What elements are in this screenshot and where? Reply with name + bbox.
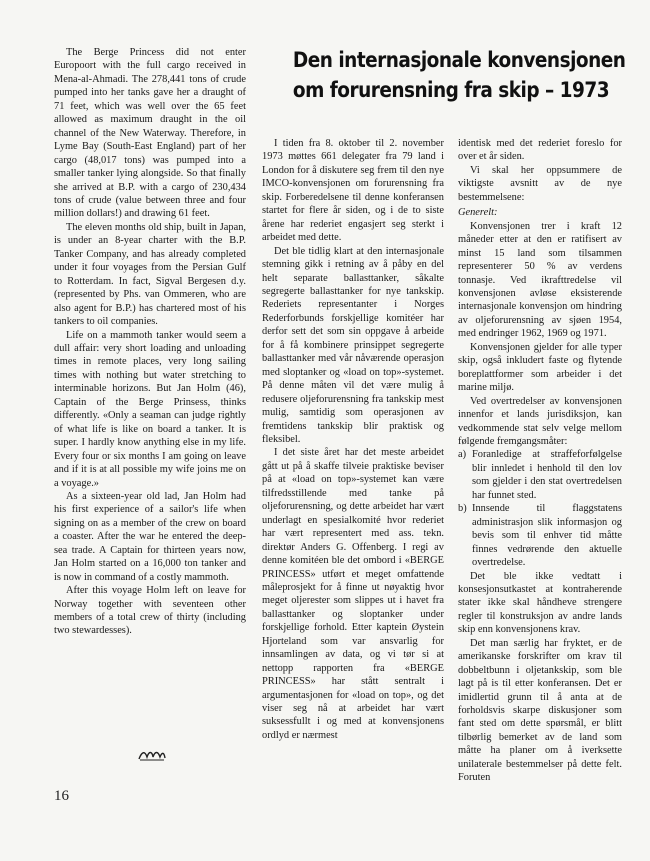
list-marker: a) xyxy=(458,449,467,461)
list-item-text: Innsende til flaggstatens administrasjon slik informasjon og bevis som til enhver tid måtte finnes vedrørende den aktuelle overtredelse. xyxy=(472,503,622,569)
section-heading: Generelt: xyxy=(458,207,498,219)
paragraph: Vi skal her oppsummere de viktigste avsnitt av de nye bestemmelsene: xyxy=(458,164,622,203)
paragraph: I tiden fra 8. oktober til 2. november 1973 møttes 661 delegater fra 79 land i London for å diskutere seg frem til den nye IMCO-konvensjonen om forurensning fra skip. Forberedelsene til denne konferansen startet for flere år siden, og i de to siste årene har rederiet engasjert seg sterkt i arbeidet med dette. xyxy=(262,138,444,244)
list-marker: b) xyxy=(458,503,467,515)
paragraph: As a sixteen-year old lad, Jan Holm had his first experience of a sailor's life when signing on as a member of the crew on board a coaster. After the war he entered the deep-sea trade. A Captain for thirteen years now, Jan Holm started on a 16,000 ton tanker and is now in command of a costly mammoth. xyxy=(54,490,246,583)
paragraph: Life on a mammoth tanker would seem a dull affair: very short loading and unloading times in remote places, very long sailing times with nothing but water stretching to interminable horizons. But Jan Holm (46), Captain of the Berge Prinsess, thinks differently. «Only a seaman can judge rightly of what life is like on board a tanker. It is super. I hardly know anything else in my life. Every four or six months I am going on leave and if it is at all possible my wife joins me on a voyage.» xyxy=(54,329,246,489)
article-title xyxy=(292,46,626,106)
paragraph: Konvensjonen trer i kraft 12 måneder etter at den er ratifisert av minst 15 land som tilsammen representerer 50 % av verdens tonnasje. Ved ikrafttredelse vil konvensjonen avløse eksisterende internasjonale konvensjon om hindring av oljeforurensning av sjøen 1954, med endringer 1962, 1969 og 1971. xyxy=(458,220,622,340)
list-item xyxy=(458,502,622,569)
list-item xyxy=(458,448,622,502)
paragraph: I det siste året har det meste arbeidet gått ut på å skaffe tilveie praktiske beviser på at «load on top»-systemet kan være tilfredsstillende med tanke på oljeforurensning, og dette arbeidet har vært underlagt en spesialkomité hvor rederiet har vært representert med ass. tekn. direktør Anders G. Offenberg. I regi av denne komitéen ble det ombord i «BERGE PRINCESS» utført et meget omfattende måleprosjekt for å finne ut nøyaktig hvor meget oljerester som slippes ut i havet fra ballasttanker og sloptanker under forskjellige forhold. Etter kaptein Øystein Hjorteland som var ansvarlig for innsamlingen av data, og vi tør si at nettopp rapporten fra «BERGE PRINCESS» har stått sentralt i argumentasjonen for «load on top», og det viser seg nå at arbeidet har vært suksessfullt i og med at konvensjonens ordlyd er nærmest xyxy=(262,447,444,741)
paragraph: Konvensjonen gjelder for alle typer skip, også inkludert faste og flytende boreplattformer som arbeider i det marine miljø. xyxy=(458,341,622,394)
title-line-2: om forurensning fra skip – 1973 xyxy=(292,78,610,103)
right-column-article-text xyxy=(458,137,622,785)
paragraph: The Berge Princess did not enter Europoort with the full cargo received in Mena-al-Ahmadi. The 278,441 tons of crude pumped into her tanks gave her a draught of 71 feet, which was well over the 65 feet allowed as maximum draught in the oil channel of the New Waterway. Therefore, in Lyme Bay (South-East England) part of her cargo (48,017 tons) was pumped into a smaller tanker lying alongside. So that finally she arrived at B.P. with a cargo of 230,434 tons of crude (value between three and four million dollars!) and drawing 61 feet. xyxy=(54,47,246,220)
section-ornament-icon xyxy=(137,748,167,762)
left-column-english-text xyxy=(54,46,246,638)
paragraph: After this voyage Holm left on leave for Norway together with seventeen other members of a total crew of thirty (including two stewardesses). xyxy=(54,585,246,637)
title-line-1: Den internasjonale konvensjonen xyxy=(292,48,626,73)
list-item-text: Foranledige at straffeforfølgelse blir innledet i henhold til den lov som gjelder i den stat overtredelsen har funnet sted. xyxy=(472,449,622,501)
paragraph: Det ble tidlig klart at den internasjonale stemning gikk i retning av å påby en del helt separate ballasttanker, såkalte segregerte ballasttanker for nye tankskip. Rederiets representanter i Norges Rederforbunds forskjellige komitéer har derfor sett det som sin oppgave å arbeide for å få kombinere prinsippet segregerte ballasttanker med vår nåværende operasjon med sloptanker og «load on top»-systemet. På denne måten vil det være mulig å redusere oljeforurensning fra tankskip mest mulig, samtidig som operasjonen av fremtidens tankskip blir praktisk og fleksibel. xyxy=(262,245,444,445)
paragraph: The eleven months old ship, built in Japan, is under an 8-year charter with the B.P. Tanker Company, and has already completed under it four voyages from the Persian Gulf to Rotterdam. In fact, Sigval Bergesen d.y. (represented by Phs. van Ommeren, who are also agent for B.P.) has chartered most of his tankers to oil companies. xyxy=(54,221,246,328)
paragraph: Det ble ikke vedtatt i konsesjonsutkastet at kontraherende stater ikke skal håndheve strengere regler til konstruksjon av andre lands skip enn konvensjonens krav. xyxy=(458,570,622,636)
paragraph-continuation: identisk med det rederiet foreslo for over et år siden. xyxy=(458,138,622,163)
paragraph: Det man særlig har fryktet, er de amerikanske forskrifter om krav til dobbeltbunn i oljetankskip, som ble lagt på is til etter konferansen. Det er imidlertid grunn til å anta at de forholdsvis skarpe diskusjoner som fant sted om dette spørsmål, er blitt tilbørlig bemerket av de land som måtte ha planer om å iverksette unilaterale bestemmelser på dette felt. Foruten xyxy=(458,637,622,784)
middle-column-article-text xyxy=(262,137,444,742)
page-number: 16 xyxy=(54,788,69,804)
paragraph: Ved overtredelser av konvensjonen innenfor et lands jurisdiksjon, kan vedkommende stat selv velge mellom følgende fremgangsmåter: xyxy=(458,395,622,447)
